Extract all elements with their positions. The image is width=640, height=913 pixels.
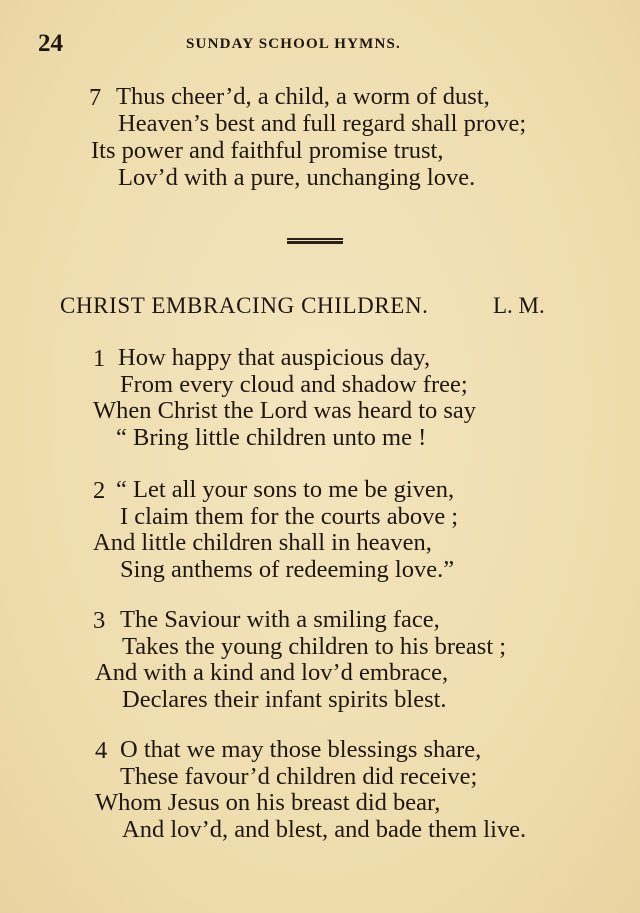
- stanza-number: 2: [93, 477, 106, 504]
- verse-line: Sing anthems of redeeming love.”: [120, 556, 455, 583]
- verse-line: “ Let all your sons to me be given,: [116, 476, 455, 503]
- running-head: SUNDAY SCHOOL HYMNS.: [186, 36, 402, 52]
- verse-line: And little children shall in heaven,: [93, 529, 432, 556]
- section-divider: [287, 238, 343, 245]
- verse-line: These favour’d children did receive;: [120, 763, 478, 790]
- verse-line: “ Bring little children unto me !: [116, 424, 427, 451]
- verse-line: And lov’d, and blest, and bade them live.: [122, 816, 527, 843]
- hymn-title: CHRIST EMBRACING CHILDREN.: [60, 293, 429, 318]
- stanza-number: 4: [95, 737, 108, 764]
- verse-line: Takes the young children to his breast ;: [122, 633, 507, 660]
- verse-line: Whom Jesus on his breast did bear,: [95, 789, 441, 816]
- verse-line: The Saviour with a smiling face,: [120, 606, 440, 633]
- verse-line: O that we may those blessings share,: [120, 736, 482, 763]
- stanza-number: 7: [89, 84, 102, 111]
- stanza-number: 1: [93, 345, 106, 372]
- page-number: 24: [38, 30, 63, 57]
- stanza-number: 3: [93, 607, 106, 634]
- verse-line: Thus cheer’d, a child, a worm of dust,: [116, 83, 490, 110]
- verse-line: I claim them for the courts above ;: [120, 503, 459, 530]
- verse-line: Declares their infant spirits blest.: [122, 686, 447, 713]
- verse-line: And with a kind and lov’d embrace,: [95, 659, 449, 686]
- verse-line: Its power and faithful promise trust,: [91, 137, 444, 164]
- hymn-meter: L. M.: [493, 293, 545, 318]
- verse-line: Lov’d with a pure, unchanging love.: [118, 164, 476, 191]
- verse-line: How happy that auspicious day,: [118, 344, 431, 371]
- verse-line: When Christ the Lord was heard to say: [93, 397, 477, 424]
- verse-line: Heaven’s best and full regard shall prove;: [118, 110, 527, 137]
- verse-line: From every cloud and shadow free;: [120, 371, 468, 398]
